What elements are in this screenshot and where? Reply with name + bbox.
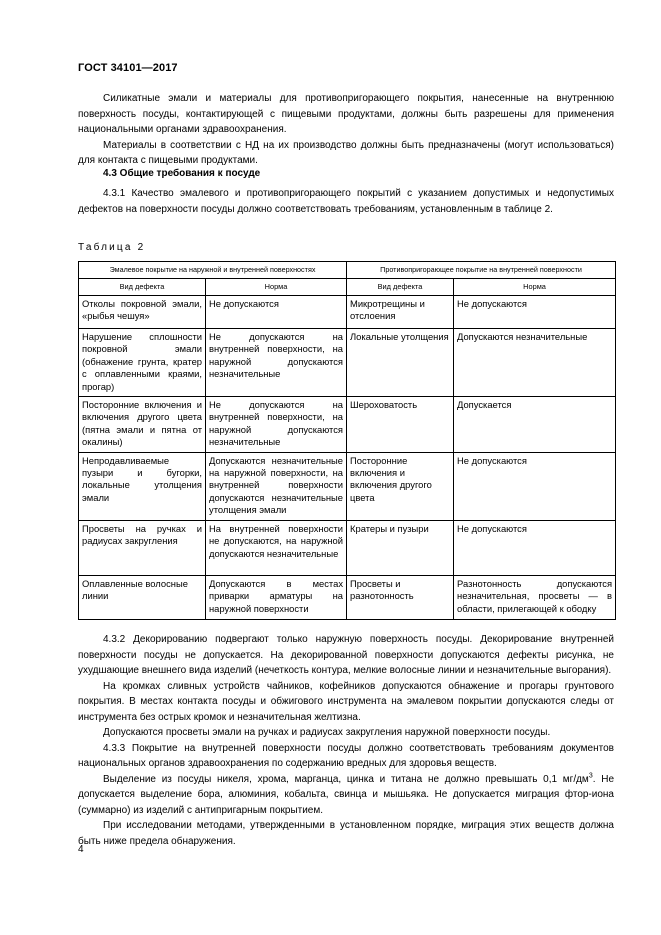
column-header-norm: Норма	[454, 279, 616, 296]
column-header-norm: Норма	[206, 279, 347, 296]
section-text	[78, 186, 614, 217]
table-cell: Просветы на ручках и радиусах закругления	[79, 520, 206, 575]
group-header-enamel: Эмалевое покрытие на наружной и внутренней поверхностях	[79, 262, 347, 279]
table-cell: Непродавливаемые пузыри и бугорки, локальные утолщения эмали	[79, 452, 206, 520]
table-cell: Отколы покровной эмали, «рыбья чешуя»	[79, 296, 206, 329]
table-cell: Локальные утолщения	[347, 329, 454, 397]
table-cell: Микротрещины и отслоения	[347, 296, 454, 329]
table-cell: Посторонние включения и включения другого цвета	[347, 452, 454, 520]
table-cell: Оплавленные волосные линии	[79, 575, 206, 619]
table-cell: Допускается	[454, 397, 616, 453]
table-cell: Шероховатость	[347, 397, 454, 453]
section-heading: 4.3 Общие требования к посуде	[103, 168, 261, 179]
group-header-nonstick: Противопригорающее покрытие на внутренней поверхности	[347, 262, 616, 279]
table-row	[79, 296, 616, 329]
document-header: ГОСТ 34101—2017	[78, 62, 178, 74]
column-header-defect-type: Вид дефекта	[347, 279, 454, 296]
table-cell: Допускаются незначительные на наружной поверхности, на внутренней поверхности допускаются незначительные утолщения эмали	[206, 452, 347, 520]
table-cell: Допускаются в местах приварки арматуры на наружной поверхности	[206, 575, 347, 619]
table-cell: Не допускаются	[454, 520, 616, 575]
paragraph-4-3-3: 4.3.3 Покрытие на внутренней поверхности посуды должно соответствовать требованиям документов национальных органов здравоохранения по содержанию вредных для здоровья веществ.	[78, 742, 614, 769]
paragraph-4-3-1: 4.3.1 Качество эмалевого и противопригорающего покрытий с указанием допустимых и недопустимых дефектов на поверхности посуды должно соответствовать требованиям, установленным в таблице 2.	[78, 188, 614, 215]
table-caption: Таблица 2	[78, 242, 146, 253]
table-row	[79, 329, 616, 397]
table-cell: Допускаются незначительные	[454, 329, 616, 397]
table-cell: Разнотонность допускаются незначительная, просветы — в области, прилегающей к ободку	[454, 575, 616, 619]
intro-paragraph-1: Силикатные эмали и материалы для противопригорающего покрытия, нанесенные на внутреннюю поверхность посуды, контактирующей с пищевыми продуктами, должны быть разрешены для применения национальными органами здравоохранения.	[78, 93, 614, 135]
table-cell: Кратеры и пузыри	[347, 520, 454, 575]
table-row	[79, 397, 616, 453]
table-cell: На внутренней поверхности не допускаются, на наружной допускаются незначительные	[206, 520, 347, 575]
table-cell: Не допускаются	[454, 452, 616, 520]
table-row	[79, 575, 616, 619]
table-row	[79, 520, 616, 575]
table-sub-header-row	[79, 279, 616, 296]
page-number: 4	[78, 844, 84, 855]
column-header-defect-type: Вид дефекта	[79, 279, 206, 296]
after-table-text	[78, 632, 614, 849]
table-row	[79, 452, 616, 520]
paragraph-enamel-gaps: Допускаются просветы эмали на ручках и радиусах закругления наружной поверхности посуды.	[103, 727, 551, 738]
metal-release-text: Выделение из посуды никеля, хрома, марганца, цинка и титана не должно превышать 0,1 мг/дм	[103, 773, 589, 785]
paragraph-kettle-edges: На кромках сливных устройств чайников, кофейников допускаются обнажение и прогары грунтового покрытия. В местах контакта посуды и обжигового инструмента на эмалевом покрытии допускаются следы от инструмента без острых кромок и незначительная желтизна.	[78, 680, 614, 723]
table-cell: Посторонние включения и включения другого цвета (пятна эмали и пятна от окалины)	[79, 397, 206, 453]
intro-text	[78, 91, 614, 169]
table-cell: Нарушение сплошности покровной эмали (обнажение грунта, кратер с оплавленными краями, прогар)	[79, 329, 206, 397]
paragraph-detection-limit: При исследовании методами, утвержденными в установленном порядке, миграция этих веществ должна быть ниже предела обнаружения.	[78, 820, 614, 847]
table-cell: Не допускаются	[454, 296, 616, 329]
defects-table	[78, 261, 616, 620]
table-cell: Не допускаются на внутренней поверхности, на наружной допускаются незначительные	[206, 329, 347, 397]
intro-paragraph-2: Материалы в соответствии с НД на их производство должны быть предназначены (могут использоваться) для контакта с пищевыми продуктами.	[78, 139, 614, 166]
table-group-header-row	[79, 262, 616, 279]
metal-release-text-cont: . Не допускается выделение бора, алюминия, кобальта, свинца и мышьяка. Не допускается миграция фтор-иона (суммарно) из изделий с антипригарным покрытием.	[78, 773, 615, 816]
table-cell: Не допускаются на внутренней поверхности, на наружной допускаются незначительные	[206, 397, 347, 453]
table-cell: Просветы и разнотонность	[347, 575, 454, 619]
table-cell: Не допускаются	[206, 296, 347, 329]
unit-superscript: 3	[588, 772, 593, 780]
paragraph-4-3-2: 4.3.2 Декорированию подвергают только наружную поверхность посуды. Декорирование внутренней поверхности посуды не допускается. На декорированной поверхности допускаются дефекты рисунка, не ухудшающие внешнего вида изделий (нечеткость контура, мелкие волосные линии и незначительные выгорания).	[78, 634, 614, 676]
paragraph-metal-release	[78, 772, 614, 819]
